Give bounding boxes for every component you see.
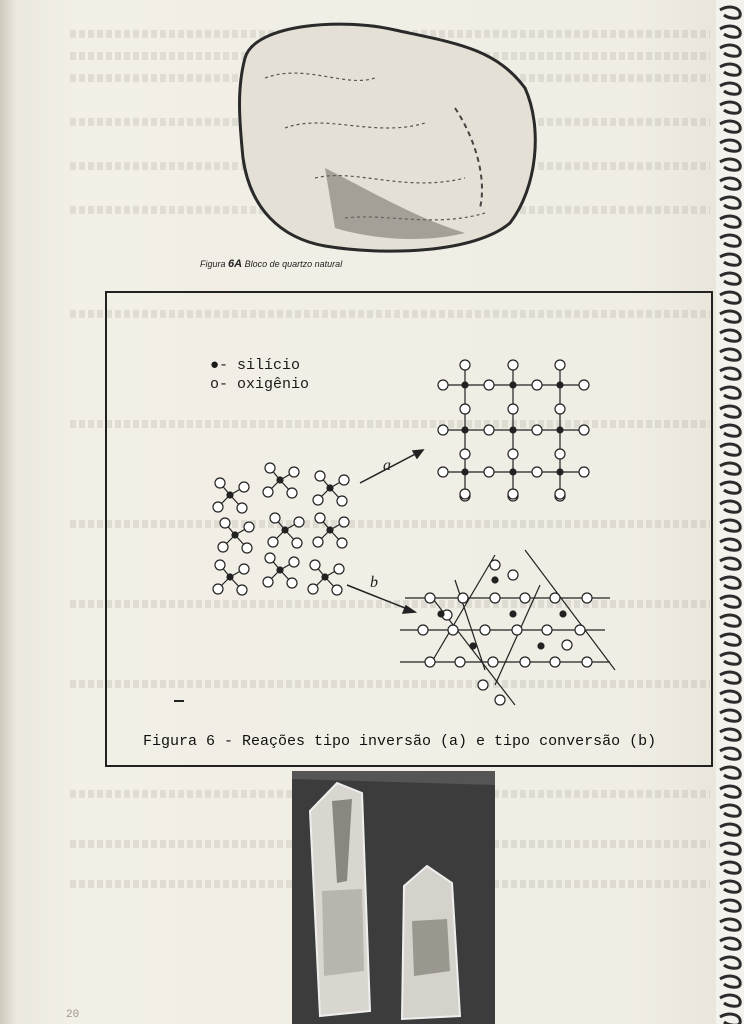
- oxygen-atom: [265, 553, 275, 563]
- oxygen-atom: [532, 380, 542, 390]
- oxygen-atom: [579, 425, 589, 435]
- oxygen-atom: [582, 593, 592, 603]
- oxygen-atom: [532, 467, 542, 477]
- oxygen-atom: [555, 489, 565, 499]
- oxygen-atom: [508, 570, 518, 580]
- bond-line: [430, 555, 495, 665]
- oxygen-atom: [508, 489, 518, 499]
- oxygen-atom: [460, 449, 470, 459]
- oxygen-atom: [550, 593, 560, 603]
- oxygen-atom: [575, 625, 585, 635]
- oxygen-atom: [265, 463, 275, 473]
- oxygen-atom: [562, 640, 572, 650]
- oxygen-atom: [308, 584, 318, 594]
- oxygen-atom: [582, 657, 592, 667]
- silicon-atom: [462, 427, 468, 433]
- oxygen-atom: [332, 585, 342, 595]
- oxygen-atom: [555, 449, 565, 459]
- oxygen-atom: [484, 380, 494, 390]
- oxygen-atom: [438, 425, 448, 435]
- oxygen-atom: [438, 467, 448, 477]
- figure-6-caption: Figura 6 - Reações tipo inversão (a) e tipo conversão (b): [143, 733, 657, 750]
- silicon-atom: [510, 427, 516, 433]
- silicon-atom: [557, 382, 563, 388]
- oxygen-atom: [215, 478, 225, 488]
- oxygen-atom: [508, 449, 518, 459]
- silicon-atom: [322, 574, 328, 580]
- oxygen-atom: [448, 625, 458, 635]
- silicon-atom: [227, 574, 233, 580]
- bond-line: [525, 550, 615, 670]
- oxygen-atom: [508, 360, 518, 370]
- oxygen-atom: [425, 593, 435, 603]
- oxygen-atom: [215, 560, 225, 570]
- oxygen-atom: [315, 513, 325, 523]
- label-b: b: [370, 574, 378, 591]
- legend-oxygen: o- oxigênio: [210, 376, 310, 393]
- oxygen-atom: [287, 578, 297, 588]
- oxygen-atom: [337, 538, 347, 548]
- oxygen-atom: [579, 467, 589, 477]
- oxygen-atom: [294, 517, 304, 527]
- oxygen-atom: [313, 537, 323, 547]
- silicon-atom: [557, 469, 563, 475]
- legend-silicon: ●- silício: [210, 357, 301, 374]
- silicon-atom: [227, 492, 233, 498]
- silica-structure-diagram: [195, 340, 625, 720]
- figure-6a-caption: Figura 6A Bloco de quartzo natural: [200, 258, 343, 270]
- oxygen-atom: [310, 560, 320, 570]
- conversion-lattice: [400, 550, 615, 705]
- oxygen-atom: [339, 475, 349, 485]
- spiral-binding-icon: [716, 0, 744, 1024]
- oxygen-atom: [339, 517, 349, 527]
- oxygen-atom: [425, 657, 435, 667]
- silicon-atom: [327, 485, 333, 491]
- quartz-block-photo: [225, 18, 545, 258]
- oxygen-atom: [460, 360, 470, 370]
- silicon-atom: [470, 643, 476, 649]
- silicon-atom: [538, 643, 544, 649]
- oxygen-atom: [438, 380, 448, 390]
- oxygen-atom: [263, 577, 273, 587]
- oxygen-atom: [418, 625, 428, 635]
- oxygen-atom: [512, 625, 522, 635]
- oxygen-atom: [550, 657, 560, 667]
- arrow-a: [360, 450, 423, 483]
- oxygen-atom: [218, 542, 228, 552]
- oxygen-atom: [268, 537, 278, 547]
- silicon-atom: [560, 611, 566, 617]
- oxygen-atom: [289, 467, 299, 477]
- silicon-atom: [277, 477, 283, 483]
- label-a: a: [383, 457, 391, 474]
- oxygen-atom: [484, 425, 494, 435]
- oxygen-atom: [579, 380, 589, 390]
- oxygen-atom: [289, 557, 299, 567]
- inversion-lattice: [438, 360, 589, 501]
- silicon-atom: [510, 611, 516, 617]
- oxygen-atom: [237, 585, 247, 595]
- oxygen-atom: [220, 518, 230, 528]
- silicon-atom: [277, 567, 283, 573]
- oxygen-atom: [555, 360, 565, 370]
- reaction-arrows: [347, 450, 423, 613]
- oxygen-atom: [242, 543, 252, 553]
- silicon-atom: [438, 611, 444, 617]
- oxygen-atom: [460, 404, 470, 414]
- oxygen-atom: [520, 657, 530, 667]
- oxygen-atom: [490, 593, 500, 603]
- oxygen-atom: [490, 560, 500, 570]
- oxygen-atom: [458, 593, 468, 603]
- dash-mark: [174, 700, 184, 702]
- oxygen-atom: [239, 564, 249, 574]
- oxygen-atom: [270, 513, 280, 523]
- oxygen-atom: [520, 593, 530, 603]
- arrow-a-head: [413, 450, 423, 458]
- oxygen-atom: [239, 482, 249, 492]
- silicon-atom: [327, 527, 333, 533]
- silicon-atom: [232, 532, 238, 538]
- oxygen-atom: [292, 538, 302, 548]
- oxygen-atom: [213, 584, 223, 594]
- oxygen-atom: [313, 495, 323, 505]
- silicon-atom: [557, 427, 563, 433]
- oxygen-atom: [287, 488, 297, 498]
- amorphous-network: [213, 463, 349, 595]
- oxygen-atom: [237, 503, 247, 513]
- oxygen-atom: [263, 487, 273, 497]
- oxygen-atom: [495, 695, 505, 705]
- oxygen-atom: [315, 471, 325, 481]
- silicon-atom: [510, 469, 516, 475]
- oxygen-atom: [555, 404, 565, 414]
- silicon-atom: [510, 382, 516, 388]
- silicon-atom: [462, 469, 468, 475]
- oxygen-atom: [334, 564, 344, 574]
- silicon-atom: [462, 382, 468, 388]
- arrow-b-head: [403, 606, 415, 613]
- oxygen-atom: [508, 404, 518, 414]
- oxygen-atom: [484, 467, 494, 477]
- oxygen-atom: [455, 657, 465, 667]
- silicon-atom: [492, 577, 498, 583]
- silicon-atom: [282, 527, 288, 533]
- oxygen-atom: [542, 625, 552, 635]
- oxygen-atom: [480, 625, 490, 635]
- oxygen-atom: [478, 680, 488, 690]
- oxygen-atom: [460, 489, 470, 499]
- oxygen-atom: [337, 496, 347, 506]
- oxygen-atom: [488, 657, 498, 667]
- oxygen-atom: [213, 502, 223, 512]
- quartz-crystal-photo: [292, 771, 495, 1024]
- page-edge-shadow: [0, 0, 16, 1024]
- oxygen-atom: [532, 425, 542, 435]
- oxygen-atom: [244, 522, 254, 532]
- page-number-bleed: 20: [66, 1009, 80, 1021]
